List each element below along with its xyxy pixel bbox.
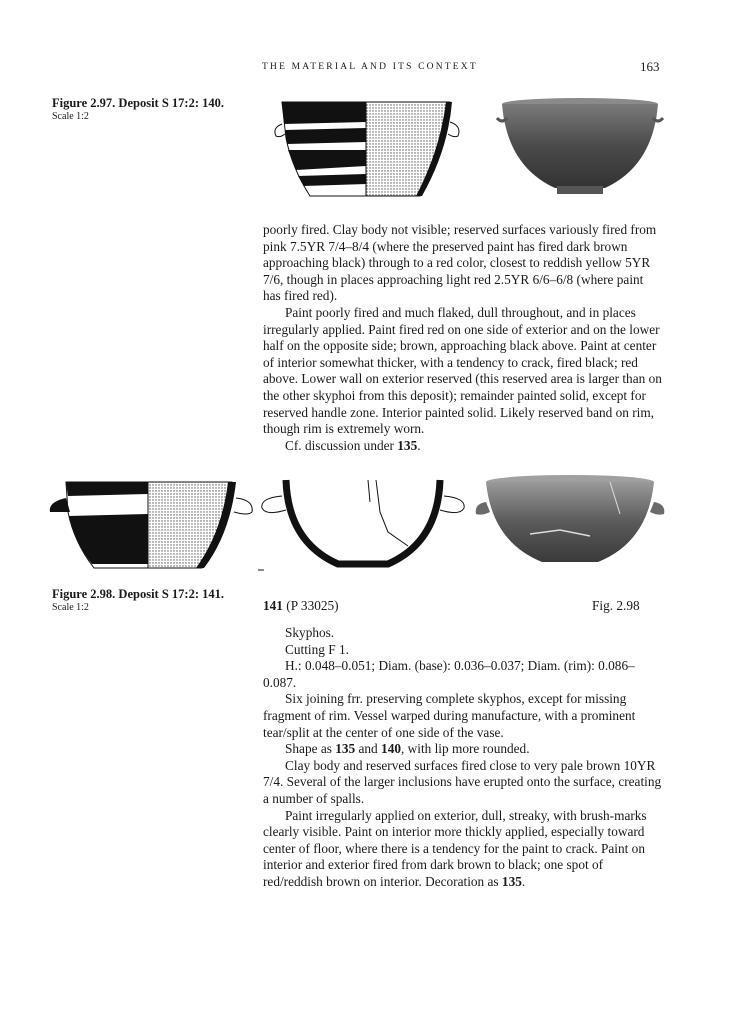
entry-paint [263, 808, 663, 891]
entry-shape: Skyphos. [285, 625, 335, 640]
catalog-figure-reference: Fig. 2.98 [592, 598, 640, 613]
paragraph-clay: poorly fired. Clay body not visible; reserved surfaces variously fired from pink 7.5YR 7/4–8/4 (where the preserved paint has fired dark brown approaching black) through to a red color, closest to reddish yellow 5YR 7/6, though in places approaching light red 2.5YR 6/6–6/8 (where paint has fired red). [263, 222, 657, 304]
page-number: 163 [640, 59, 660, 74]
cf-text: Cf. discussion under [285, 437, 398, 453]
figure-98-profile-drawing [44, 472, 254, 572]
catalog-entry-heading [263, 598, 339, 614]
shape-text: Shape as [285, 741, 336, 757]
text-block-140-description [263, 222, 663, 454]
figure-97-title: Figure 2.97. Deposit S 17:2: 140. [52, 96, 224, 110]
shape-reference-135: 135 [335, 741, 356, 757]
shape-and: and [355, 741, 382, 757]
entry-cutting: Cutting F 1. [285, 641, 349, 657]
paragraph-paint: Paint poorly fired and much flaked, dull throughout, and in places irregularly applied. Paint fired red on one side of exterior and on the lower half on the opposite side; brown, approaching black above. Paint at center of interior somewhat thicker, with a tendency to crack, fired black; red above. Lower wall on exterior reserved (this reserved area is larger than on the other skyphoi from this deposit); remainder painted solid, except for reserved handle zone. Interior painted solid. Likely reserved band on rim, though rim is extremely worn. [263, 304, 662, 437]
catalog-inventory: (P 33025) [282, 598, 339, 613]
figure-98-section-drawing [258, 472, 468, 572]
figure-97-profile-drawing [270, 98, 465, 200]
figure-98-photograph [470, 474, 670, 569]
entry-clay: Clay body and reserved surfaces fired close to very pale brown 10YR 7/4. Several of the larger inclusions have erupted onto the surface, creating a number of spalls. [263, 757, 662, 806]
figure-97-caption [52, 96, 224, 123]
figure-97-scale: Scale 1:2 [52, 111, 89, 122]
figure-97-photograph [495, 96, 665, 201]
figure-98-scale: Scale 1:2 [52, 602, 89, 613]
cf-period: . [417, 437, 421, 453]
entry-dimensions: H.: 0.048–0.051; Diam. (base): 0.036–0.037; Diam. (rim): 0.086–0.087. [263, 658, 635, 690]
entry-preservation: Six joining frr. preserving complete skyphos, except for missing fragment of rim. Vessel warped during manufacture, with a prominent tear/split at the center of one side of the vase. [263, 691, 636, 740]
catalog-number: 141 [263, 598, 283, 613]
catalog-entry-body [263, 625, 663, 891]
running-head: THE MATERIAL AND ITS CONTEXT [262, 62, 478, 72]
paint-period: . [521, 873, 526, 889]
paragraph-cf [263, 438, 663, 455]
figure-98-title: Figure 2.98. Deposit S 17:2: 141. [52, 587, 224, 601]
cf-reference: 135 [397, 437, 418, 453]
paint-text: Paint irregularly applied on exterior, dull, streaky, with brush-marks clearly visible. Paint on interior more thickly applied, especially toward center of floor, where there is a tendency for the paint to crack. Paint on interior and exterior fired from dark brown to black; one spot of red/reddish brown on interior. Decoration as [263, 807, 647, 889]
figure-98-caption [52, 587, 224, 614]
shape-reference-140: 140 [381, 741, 401, 757]
paint-reference: 135 [501, 873, 522, 889]
entry-shape-comparison [263, 741, 663, 758]
shape-tail: , with lip more rounded. [401, 741, 530, 757]
